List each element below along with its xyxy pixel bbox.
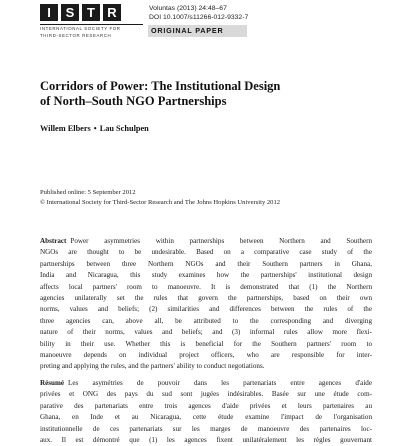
logo-letter: R [103,4,121,21]
abstract-line [40,236,372,247]
abstract-line: Ghana, en Inde et au Nicaragua, cette étude examine l'impact de l'organisation [40,413,372,422]
title-line: Corridors of Power: The Institutional Design [40,79,281,93]
publication-info [40,188,380,207]
author-list [40,124,149,133]
journal-citation: Voluntas (2013) 24:48–67 [149,5,227,12]
author-name[interactable]: Lau Schulpen [99,124,149,133]
author-name[interactable]: Willem Elbers [40,124,91,133]
resume-label: Résumé [40,379,65,387]
abstract-label: Abstract [40,237,67,245]
author-separator: • [93,124,97,133]
abstract-line: bility in their use. Whether this is beneficial for the Southern partners' room to [40,339,372,348]
abstract-line: aux. Il est démontré que (1) les agences fixent unilatéralement les règles gouvernant [40,436,372,445]
abstract-french [40,378,372,446]
istr-logo-letters [40,4,144,21]
abstract-line: institutionnelle de ces partenariats sur les marges de manoeuvre des partenaires loc- [40,424,372,433]
logo-subtitle-2: THIRD-SECTOR RESEARCH [40,32,112,38]
abstract-text: Les asymétries de pouvoir dans les partenariats entre agences d'aide [68,379,372,387]
abstract-line: agencies unilaterally set the rules that govern the partnerships, based on their own [40,294,372,303]
abstract-line: preting and applying the rules, and the partners' ability to conduct negotiations. [40,362,265,371]
abstract-english [40,236,372,373]
abstract-line: NGOs are thought to be undesirable. Based on a comparative case study of the [40,248,372,257]
abstract-line: partnerships between three Northern NGOs and their Southern partners in Ghana, [40,259,372,268]
abstract-text: Power asymmetries within partnerships between Northern and Southern [70,237,372,245]
logo-letter: T [82,4,100,21]
published-date: Published online: 5 September 2012 [40,189,136,196]
abstract-line [40,378,372,389]
logo-letter: S [61,4,79,21]
logo-letter: I [40,4,58,21]
abstract-line: India and Nicaragua, this study examines how the partnerships' institutional design [40,271,372,280]
doi-link[interactable]: DOI 10.1007/s11266-012-9332-7 [149,14,249,21]
logo-subtitle-1: INTERNATIONAL SOCIETY FOR [40,26,121,31]
abstract-line: affects local partners' room to manoeuvre. It is demonstrated that (1) the Northern [40,282,372,291]
abstract-line: nature of their norms, values and beliefs; and (3) informal rules allow more flexi- [40,328,372,337]
journal-meta [149,4,248,22]
abstract-line: three agencies can, above all, be attributed to the corresponding and diverging [40,316,372,325]
abstract-line: manoeuvre depends on individual project officers, who are responsible for inter- [40,351,372,360]
article-title [40,79,360,109]
abstract-line: parative des partenariats entre trois agences d'aide privées et leurs partenaires au [40,401,372,410]
abstract-line: privées et ONG des pays du sud sont jugées indésirables. Basée sur une étude com- [40,390,372,399]
title-line: of North–South NGO Partnerships [40,94,227,108]
abstract-line: norms, values and beliefs; (2) similarities and differences between the rules of the [40,305,372,314]
copyright-notice: © International Society for Third-Sector Research and The Johns Hopkins University 2012 [40,198,281,206]
article-type-badge: ORIGINAL PAPER [148,25,247,37]
istr-logo [40,4,144,38]
logo-divider [40,24,143,25]
